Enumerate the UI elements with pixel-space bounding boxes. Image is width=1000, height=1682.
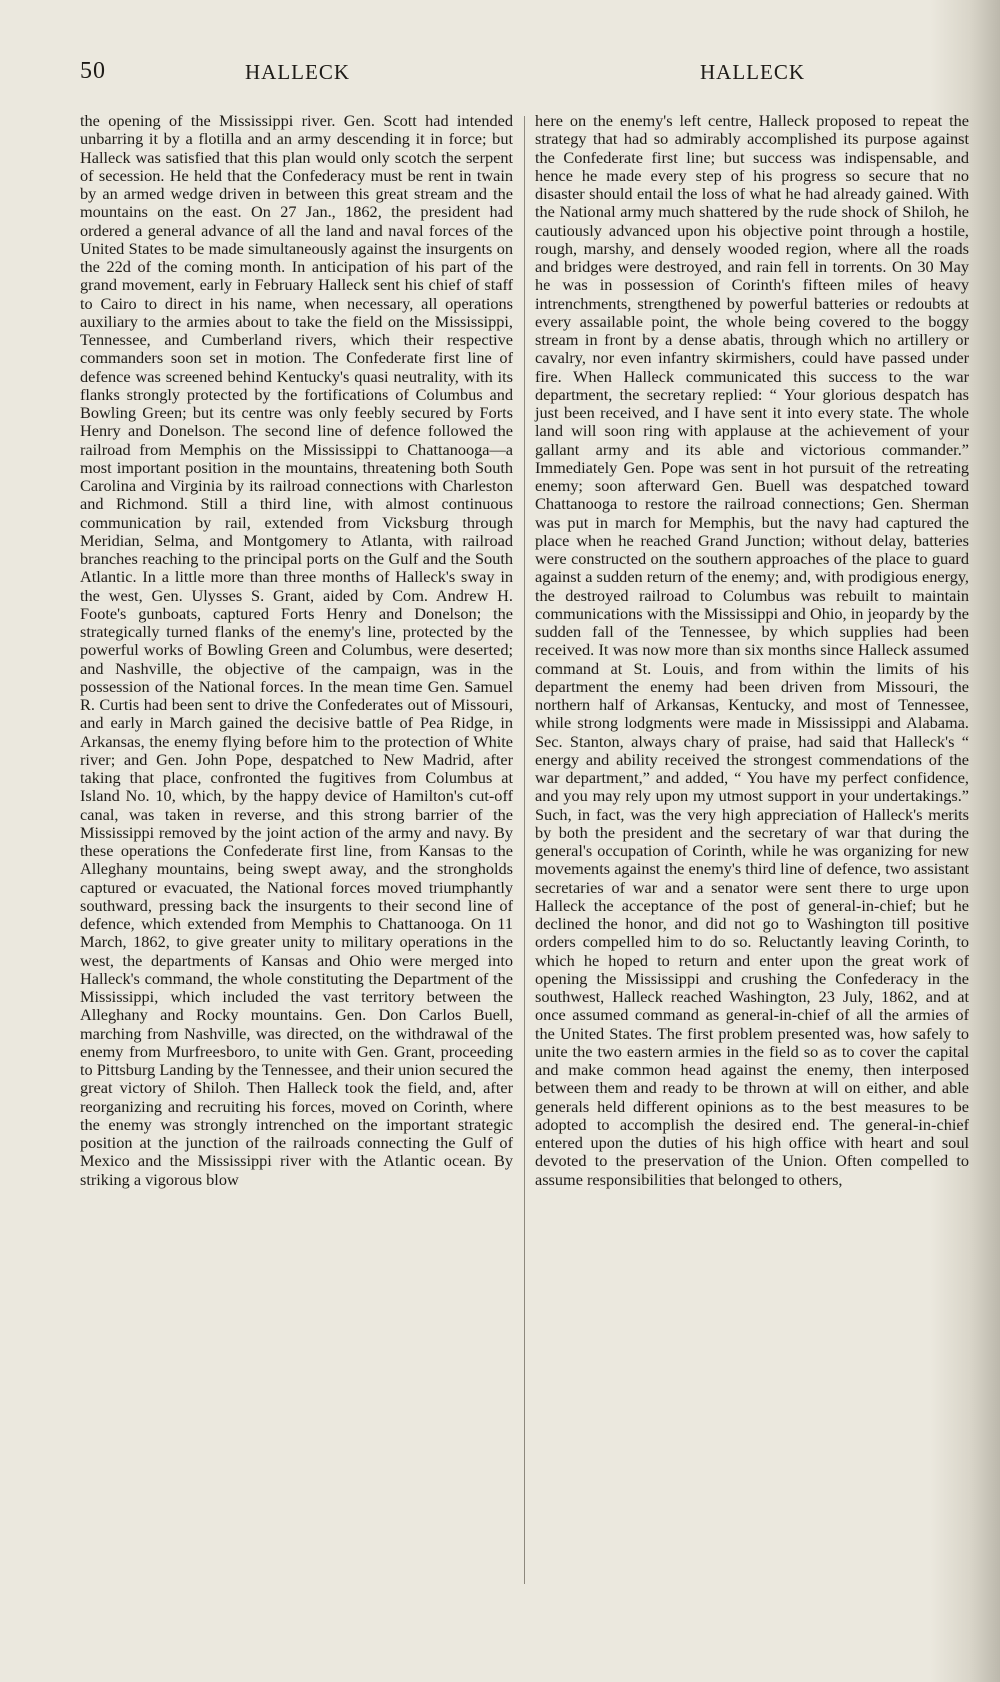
- page-number: 50: [80, 58, 106, 84]
- column-divider: [524, 116, 525, 1584]
- right-column-text: here on the enemy's left centre, Halleck proposed to repeat the strategy that had so admirably accomplished its purpose against the Confederate first line; but success was indispensable, and hence he made every step of his progress so secure that no disaster should entail the loss of what he had already gained. With the National army much shattered by the rude shock of Shiloh, he cautiously advanced upon his objective point through a hostile, rough, marshy, and densely wooded region, where all the roads and bridges were destroyed, and rain fell in torrents. On 30 May he was in possession of Corinth's fifteen miles of heavy intrenchments, strengthened by powerful batteries or redoubts at every assailable point, the whole being covered to the boggy stream in front by a dense abatis, through which no artillery or cavalry, nor even infantry skirmishers, could have passed under fire. When Halleck communicated this success to the war department, the secretary replied: “ Your glorious despatch has just been received, and I have sent it into every state. The whole land will soon ring with applause at the achievement of your gallant army and its able and victorious commander.” Immediately Gen. Pope was sent in hot pursuit of the retreating enemy; soon afterward Gen. Buell was despatched toward Chattanooga to restore the railroad connections; Gen. Sherman was put in march for Memphis, but the navy had captured the place when he reached Grand Junction; without delay, batteries were constructed on the southern approaches of the place to guard against a sudden return of the enemy; and, with prodigious energy, the destroyed railroad to Columbus was rebuilt to maintain communications with the Mississippi and Ohio, in jeopardy by the sudden fall of the Tennessee, by which supplies had been received. It was now more than six months since Halleck assumed command at St. Louis, and from within the limits of his department the enemy had been driven from Missouri, the northern half of Arkansas, Kentucky, and most of Tennessee, while strong lodgments were made in Mississippi and Alabama. Sec. Stanton, always chary of praise, had said that Halleck's “ energy and ability received the strongest commendations of the war department,” and added, “ You have my perfect confidence, and you may rely upon my utmost support in your undertakings.” Such, in fact, was the very high appreciation of Halleck's merits by both the president and the secretary of war that during the general's occupation of Corinth, while he was organizing for new movements against the enemy's third line of defence, two assistant secretaries of war and a senator were sent there to urge upon Halleck the acceptance of the post of general-in-chief; but he declined the honor, and did not go to Washington till positive orders compelled him to do so. Reluctantly leaving Corinth, to which he hoped to return and enter upon the great work of opening the Mississippi and crushing the Confederacy in the southwest, Halleck reached Washington, 23 July, 1862, and at once assumed command as general-in-chief of all the armies of the United States. The first problem presented was, how safely to unite the two eastern armies in the field so as to cover the capital and make common head against the enemy, then interposed between them and ready to be thrown at will on either, and able generals held different opinions as to the best measures to be adopted to accomplish the desired end. The general-in-chief entered upon the duties of his high office with heart and soul devoted to the preservation of the Union. Often compelled to assume responsibilities that belonged to others,: [535, 111, 969, 1189]
- left-running-head: HALLECK: [245, 60, 350, 84]
- left-column: [80, 112, 513, 1189]
- right-running-head: HALLECK: [700, 60, 805, 84]
- left-column-text: the opening of the Mississippi river. Gen. Scott had intended unbarring it by a flotilla and an army descending it in force; but Halleck was satisfied that this plan would only scotch the serpent of secession. He held that the Confederacy must be rent in twain by an armed wedge driven in between this great stream and the mountains on the east. On 27 Jan., 1862, the president had ordered a general advance of all the land and naval forces of the United States to be made simultaneously against the insurgents on the 22d of the coming month. In anticipation of his part of the grand movement, early in February Halleck sent his chief of staff to Cairo to direct in his name, when necessary, all operations auxiliary to the armies about to take the field on the Mississippi, Tennessee, and Cumberland rivers, which their respective commanders soon set in motion. The Confederate first line of defence was screened behind Kentucky's quasi neutrality, with its flanks strongly protected by the fortifications of Columbus and Bowling Green; but its centre was only feebly secured by Forts Henry and Donelson. The second line of defence followed the railroad from Memphis on the Mississippi to Chattanooga—a most important position in the mountains, threatening both South Carolina and Virginia by its railroad connections with Charleston and Richmond. Still a third line, with almost continuous communication by rail, extended from Vicksburg through Meridian, Selma, and Montgomery to Atlanta, with railroad branches reaching to the principal ports on the Gulf and the South Atlantic. In a little more than three months of Halleck's sway in the west, Gen. Ulysses S. Grant, aided by Com. Andrew H. Foote's gunboats, captured Forts Henry and Donelson; the strategically turned flanks of the enemy's line, protected by the powerful works of Bowling Green and Columbus, were deserted; and Nashville, the objective of the campaign, was in the possession of the National forces. In the mean time Gen. Samuel R. Curtis had been sent to drive the Confederates out of Missouri, and early in March gained the decisive battle of Pea Ridge, in Arkansas, the enemy flying before him to the protection of White river; and Gen. John Pope, despatched to New Madrid, after taking that place, confronted the fugitives from Columbus at Island No. 10, which, by the happy device of Hamilton's cut-off canal, was taken in reverse, and this strong barrier of the Mississippi removed by the joint action of the army and navy. By these operations the Confederate first line, from Kansas to the Alleghany mountains, being swept away, and the strongholds captured or evacuated, the National forces moved triumphantly southward, pressing back the insurgents to their second line of defence, which extended from Memphis to Chattanooga. On 11 March, 1862, to give greater unity to military operations in the west, the departments of Kansas and Ohio were merged into Halleck's command, the whole constituting the Department of the Mississippi, which included the vast territory between the Alleghany and Rocky mountains. Gen. Don Carlos Buell, marching from Nashville, was directed, on the withdrawal of the enemy from Murfreesboro, to unite with Gen. Grant, proceeding to Pittsburg Landing by the Tennessee, and their union secured the great victory of Shiloh. Then Halleck took the field, and, after reorganizing and recruiting his forces, moved on Corinth, where the enemy was strongly intrenched on the important strategic position at the junction of the railroads connecting the Gulf of Mexico and the Mississippi river with the Atlantic ocean. By striking a vigorous blow: [80, 111, 513, 1189]
- right-column: [535, 112, 969, 1189]
- page-header: [80, 58, 810, 88]
